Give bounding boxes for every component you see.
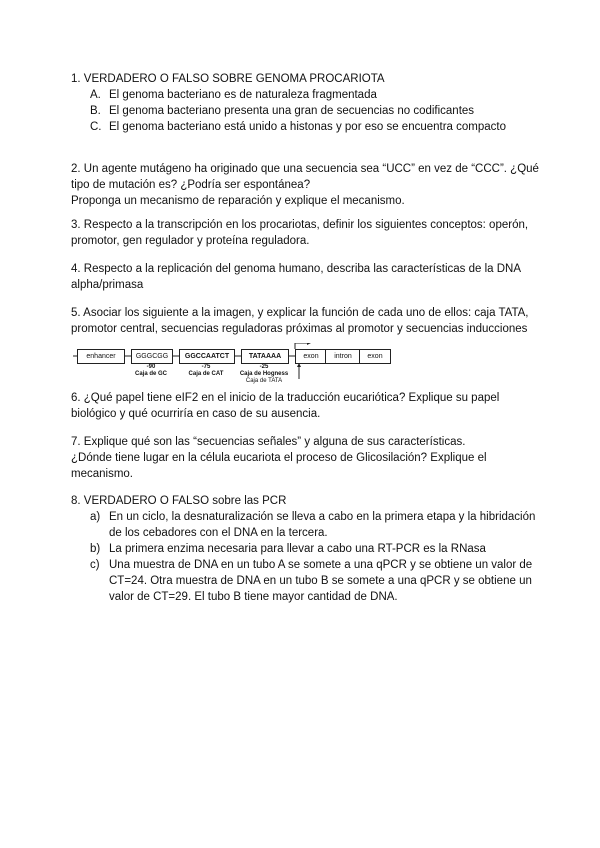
item-c-line-1: Una muestra de DNA en un tubo A se somete a una qPCR y se obtiene un valor de [109,559,533,571]
option-label: B. [90,105,101,117]
question-5-line-2: promotor central, secuencias reguladoras próximas al promotor y secuencias inducciones [71,323,528,335]
gc-position: -90 [146,364,156,370]
option-text: El genoma bacteriano es de naturaleza fragmentada [109,89,377,101]
option-label: C. [90,121,102,133]
gc-box-label: Caja de GC [134,371,167,377]
question-8 [71,493,536,605]
question-4-line-2: alpha/primasa [71,279,144,291]
question-2-line-3: Proponga un mecanismo de reparación y explique el mecanismo. [71,195,405,207]
question-5-line-1: 5. Asociar los siguiente a la imagen, y explicar la función de cada uno de ellos: caja TATA, [71,307,529,319]
caat-box-label: Caja de CAT [188,371,224,377]
item-label: a) [90,511,101,523]
option-text: El genoma bacteriano presenta una gran de secuencias no codificantes [109,105,475,117]
question-7 [71,434,531,482]
item-a-line-2: de los cebadores con el DNA en la tercera. [109,527,328,539]
tata-box: TATAAAA [241,349,289,364]
question-1 [71,71,531,135]
question-2 [71,161,539,209]
item-label: b) [90,543,101,555]
question-1-title: 1. VERDADERO O FALSO SOBRE GENOMA PROCARIOTA [71,73,385,85]
question-8-title: 8. VERDADERO O FALSO sobre las PCR [71,495,287,507]
item-b-line-1: La primera enzima necesaria para llevar a cabo una RT-PCR es la RNasa [109,543,486,555]
promoter-diagram [71,343,383,389]
exon-1-box: exon [295,349,327,364]
intron-box: intron [325,349,361,364]
enhancer-box: enhancer [77,349,125,364]
question-8-item-c [90,557,531,605]
item-c-line-3: valor de CT=29. El tubo B tiene mayor cantidad de DNA. [109,591,398,603]
question-1-option-c [90,119,531,135]
caat-position: -75 [201,364,211,370]
item-a-line-1: En un ciclo, la desnaturalización se lleva a cabo en la primera etapa y la hibridación [109,511,536,523]
question-6-line-2: biológico y qué ocurriría en caso de su ausencia. [71,408,321,420]
question-3 [71,217,531,249]
question-2-line-1: 2. Un agente mutágeno ha originado que una secuencia sea “UCC” en vez de “CCC”. ¿Qué [71,163,539,175]
question-5 [71,305,531,337]
question-3-line-1: 3. Respecto a la transcripción en los procariotas, definir los siguientes conceptos: operón, [71,219,529,231]
caat-box: GGCCAATCT [179,349,235,364]
question-1-option-b [90,103,531,119]
tata-box-label-1: Caja de Hogness [239,371,289,377]
question-8-item-b [90,541,531,557]
question-4-line-1: 4. Respecto a la replicación del genoma humano, describa las características de la DNA [71,263,522,275]
question-7-line-2: ¿Dónde tiene lugar en la célula eucariota el proceso de Glicosilación? Explique el [71,452,487,464]
question-8-item-a [90,509,536,541]
item-c-line-2: CT=24. Otra muestra de DNA en un tubo B se somete a una qPCR y se obtiene un [109,575,532,587]
question-3-line-2: promotor, gen regulador y proteína reguladora. [71,235,310,247]
question-1-option-a [90,87,531,103]
question-7-line-3: mecanismo. [71,468,133,480]
exon-2-box: exon [359,349,391,364]
option-label: A. [90,89,101,101]
tata-box-label-2: Caja de TATA [245,378,283,384]
option-text: El genoma bacteriano está unido a histonas y por eso se encuentra compacto [109,121,506,133]
tata-position: -25 [259,364,269,370]
transcription-start-arrowhead [307,343,311,345]
question-7-line-1: 7. Explique qué son las “secuencias señales” y alguna de sus características. [71,436,466,448]
question-2-line-2: tipo de mutación es? ¿Podría ser espontánea? [71,179,311,191]
question-6-line-1: 6. ¿Qué papel tiene eIF2 en el inicio de la traducción eucariótica? Explique su papel [71,392,500,404]
question-6 [71,390,531,422]
gc-box: GGGCGG [131,349,173,364]
item-label: c) [90,559,100,571]
question-4 [71,261,531,293]
